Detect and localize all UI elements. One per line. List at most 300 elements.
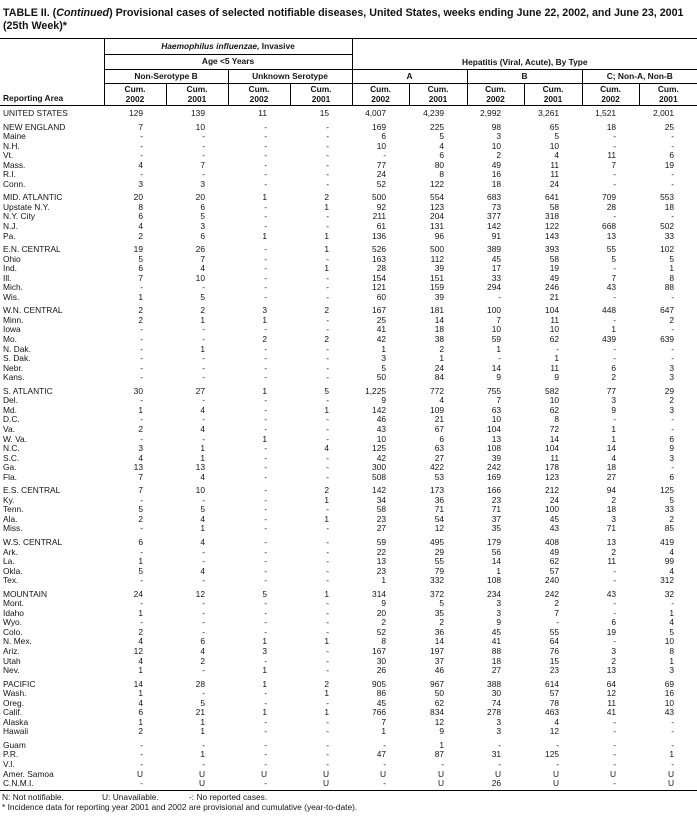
value-cell: - bbox=[202, 688, 205, 699]
value-cell: 73 bbox=[491, 201, 502, 212]
value-cell: - bbox=[613, 343, 617, 354]
reporting-area-cell: Upstate N.Y. bbox=[3, 201, 50, 212]
value-cell: 178 bbox=[545, 462, 560, 473]
table-row bbox=[0, 505, 697, 515]
value-cell: 2 bbox=[200, 655, 205, 666]
value-cell: - bbox=[613, 607, 617, 618]
value-cell: 28 bbox=[195, 678, 205, 689]
table-row bbox=[0, 482, 697, 496]
reporting-area-cell: Del. bbox=[3, 395, 18, 406]
value-cell: 1 bbox=[138, 291, 143, 302]
value-cell: 4 bbox=[138, 221, 143, 232]
value-cell: 37 bbox=[491, 513, 502, 524]
table-row bbox=[0, 302, 697, 316]
value-cell: 9 bbox=[496, 372, 502, 383]
value-cell: 1 bbox=[611, 324, 617, 335]
value-cell: 10 bbox=[491, 140, 502, 151]
table-row bbox=[0, 189, 697, 203]
value-cell: 112 bbox=[430, 253, 445, 264]
table-row bbox=[0, 264, 697, 274]
value-cell: 1 bbox=[324, 244, 330, 255]
value-cell: 7 bbox=[138, 485, 143, 496]
col-header-reporting-area: Reporting Area bbox=[0, 39, 104, 106]
table-row bbox=[0, 779, 697, 790]
value-cell: U bbox=[667, 768, 675, 779]
value-cell: 49 bbox=[491, 159, 502, 170]
value-cell: 136 bbox=[372, 230, 387, 241]
value-cell: U bbox=[198, 768, 205, 779]
reporting-area-cell: S. Dak. bbox=[3, 353, 31, 364]
value-cell: - bbox=[140, 739, 143, 750]
table-row bbox=[0, 750, 697, 760]
value-cell: 77 bbox=[376, 159, 387, 170]
value-cell: - bbox=[202, 575, 205, 586]
value-cell: 1 bbox=[262, 433, 267, 444]
reporting-area-cell: Utah bbox=[3, 655, 21, 666]
value-cell: - bbox=[326, 462, 330, 473]
value-cell: 7 bbox=[381, 716, 387, 727]
table-row bbox=[0, 770, 697, 780]
value-cell: 6 bbox=[138, 263, 143, 274]
value-cell: 4 bbox=[324, 443, 330, 454]
col-header-cum-2002: Cum. 2002 bbox=[582, 84, 639, 106]
value-cell: 3 bbox=[496, 716, 502, 727]
value-cell: 125 bbox=[545, 749, 560, 760]
value-cell: 58 bbox=[549, 201, 560, 212]
value-cell: 11 bbox=[550, 452, 560, 463]
reporting-area-cell: Md. bbox=[3, 404, 17, 415]
value-cell: 5 bbox=[200, 697, 205, 708]
reporting-area-cell: N.H. bbox=[3, 140, 20, 151]
value-cell: - bbox=[326, 169, 330, 180]
value-cell: - bbox=[671, 131, 675, 142]
value-cell: U bbox=[494, 768, 502, 779]
value-cell: 2 bbox=[669, 314, 675, 325]
value-cell: 104 bbox=[487, 423, 502, 434]
value-cell: 2,001 bbox=[653, 108, 675, 118]
value-cell: 47 bbox=[376, 749, 387, 760]
value-cell: 12 bbox=[434, 716, 445, 727]
table-row bbox=[0, 415, 697, 425]
value-cell: 26 bbox=[195, 244, 205, 255]
value-cell: 139 bbox=[191, 108, 205, 118]
value-cell: 582 bbox=[545, 385, 560, 396]
value-cell: - bbox=[613, 140, 617, 151]
value-cell: 62 bbox=[549, 556, 560, 567]
table-row bbox=[0, 180, 697, 190]
value-cell: 2 bbox=[669, 513, 675, 524]
table-row bbox=[0, 255, 697, 265]
value-cell: 9 bbox=[669, 443, 675, 454]
value-cell: 123 bbox=[545, 471, 560, 482]
value-cell: 18 bbox=[434, 324, 445, 335]
value-cell: 2 bbox=[496, 150, 502, 161]
value-cell: 23 bbox=[376, 565, 387, 576]
value-cell: - bbox=[202, 353, 205, 364]
value-cell: 181 bbox=[430, 305, 445, 316]
value-cell: - bbox=[671, 324, 675, 335]
value-cell: 1 bbox=[324, 588, 330, 599]
value-cell: 39 bbox=[434, 263, 445, 274]
value-cell: 63 bbox=[434, 443, 445, 454]
value-cell: 1 bbox=[381, 726, 387, 737]
table-row bbox=[0, 576, 697, 586]
value-cell: - bbox=[326, 749, 330, 760]
value-cell: 142 bbox=[487, 221, 502, 232]
value-cell: 50 bbox=[434, 688, 445, 699]
value-cell: - bbox=[671, 343, 675, 354]
value-cell: - bbox=[326, 546, 330, 557]
value-cell: 1 bbox=[200, 452, 205, 463]
value-cell: 11 bbox=[607, 556, 617, 567]
value-cell: - bbox=[671, 726, 675, 737]
legend-no-reported-cases: -: No reported cases. bbox=[189, 791, 268, 802]
reporting-area-cell: Alaska bbox=[3, 716, 29, 727]
value-cell: 33 bbox=[491, 272, 502, 283]
value-cell: 3 bbox=[669, 404, 675, 415]
value-cell: - bbox=[202, 140, 205, 151]
value-cell: 11 bbox=[607, 150, 617, 161]
value-cell: 30 bbox=[491, 688, 502, 699]
value-cell: 641 bbox=[545, 192, 560, 203]
value-cell: - bbox=[326, 150, 330, 161]
value-cell: 27 bbox=[376, 523, 387, 534]
value-cell: - bbox=[326, 423, 330, 434]
value-cell: 3 bbox=[611, 513, 617, 524]
value-cell: 94 bbox=[606, 485, 617, 496]
value-cell: 553 bbox=[660, 192, 675, 203]
value-cell: 20 bbox=[195, 192, 205, 203]
reporting-area-cell: Ohio bbox=[3, 253, 21, 264]
table-row bbox=[0, 454, 697, 464]
table-row bbox=[0, 737, 697, 751]
reporting-area-cell: Wis. bbox=[3, 291, 20, 302]
value-cell: 14 bbox=[434, 314, 445, 325]
value-cell: 14 bbox=[133, 678, 143, 689]
value-cell: - bbox=[264, 749, 267, 760]
value-cell: 154 bbox=[372, 272, 387, 283]
value-cell: 6 bbox=[611, 362, 617, 373]
value-cell: 1,225 bbox=[365, 385, 387, 396]
value-cell: 13 bbox=[376, 556, 387, 567]
value-cell: - bbox=[140, 362, 143, 373]
value-cell: 10 bbox=[376, 433, 387, 444]
value-cell: 614 bbox=[545, 678, 560, 689]
value-cell: 2,992 bbox=[480, 108, 502, 118]
value-cell: 500 bbox=[430, 244, 445, 255]
value-cell: 25 bbox=[664, 121, 675, 132]
value-cell: 6 bbox=[439, 150, 445, 161]
value-cell: - bbox=[498, 291, 502, 302]
value-cell: - bbox=[264, 395, 267, 406]
value-cell: 30 bbox=[376, 655, 387, 666]
value-cell: 3,261 bbox=[538, 108, 560, 118]
value-cell: 1 bbox=[669, 263, 675, 274]
col-group-age: Age <5 Years bbox=[104, 55, 352, 70]
value-cell: 36 bbox=[434, 494, 445, 505]
reporting-area-cell: R.I. bbox=[3, 169, 17, 180]
value-cell: - bbox=[671, 423, 675, 434]
value-cell: - bbox=[613, 636, 617, 647]
value-cell: 7 bbox=[138, 121, 143, 132]
value-cell: 3 bbox=[611, 395, 617, 406]
value-cell: 3 bbox=[496, 131, 502, 142]
table-row bbox=[0, 676, 697, 690]
table-legend bbox=[0, 791, 697, 802]
value-cell: 4 bbox=[200, 404, 205, 415]
value-cell: 19 bbox=[549, 263, 560, 274]
value-cell: 1 bbox=[200, 343, 205, 354]
value-cell: - bbox=[140, 575, 143, 586]
value-cell: 22 bbox=[376, 546, 387, 557]
value-cell: 6 bbox=[669, 471, 675, 482]
table-row bbox=[0, 119, 697, 133]
value-cell: - bbox=[326, 536, 330, 547]
value-cell: 314 bbox=[372, 588, 387, 599]
value-cell: 2 bbox=[262, 334, 267, 345]
value-cell: 61 bbox=[376, 221, 387, 232]
value-cell: 57 bbox=[549, 565, 560, 576]
value-cell: - bbox=[140, 395, 143, 406]
value-cell: - bbox=[326, 617, 330, 628]
value-cell: 6 bbox=[138, 211, 143, 222]
table-row bbox=[0, 373, 697, 383]
reporting-area-cell: Ky. bbox=[3, 494, 15, 505]
value-cell: 639 bbox=[660, 334, 675, 345]
value-cell: 2 bbox=[611, 372, 617, 383]
value-cell: 100 bbox=[545, 504, 560, 515]
value-cell: 64 bbox=[606, 678, 617, 689]
value-cell: 2 bbox=[324, 305, 330, 316]
value-cell: 4 bbox=[669, 565, 675, 576]
value-cell: 4 bbox=[200, 513, 205, 524]
reporting-area-cell: N. Mex. bbox=[3, 636, 32, 647]
value-cell: 167 bbox=[372, 645, 387, 656]
value-cell: 1 bbox=[200, 314, 205, 325]
value-cell: - bbox=[326, 395, 330, 406]
reporting-area-cell: Fla. bbox=[3, 471, 17, 482]
value-cell: 5 bbox=[138, 253, 143, 264]
table-row bbox=[0, 335, 697, 345]
value-cell: - bbox=[326, 159, 330, 170]
table-row bbox=[0, 524, 697, 534]
value-cell: 4,239 bbox=[423, 108, 445, 118]
reporting-area-cell: Ariz. bbox=[3, 645, 20, 656]
value-cell: - bbox=[264, 221, 267, 232]
value-cell: 7 bbox=[611, 159, 617, 170]
table-row bbox=[0, 274, 697, 284]
value-cell: - bbox=[140, 494, 143, 505]
value-cell: 6 bbox=[669, 433, 675, 444]
value-cell: - bbox=[264, 372, 267, 383]
value-cell: 52 bbox=[376, 178, 387, 189]
value-cell: 5 bbox=[200, 211, 205, 222]
value-cell: 45 bbox=[549, 513, 560, 524]
value-cell: 4 bbox=[138, 636, 143, 647]
value-cell: 30 bbox=[133, 385, 143, 396]
value-cell: 16 bbox=[491, 169, 502, 180]
value-cell: 125 bbox=[372, 443, 387, 454]
table-row bbox=[0, 628, 697, 638]
value-cell: - bbox=[383, 739, 387, 750]
value-cell: - bbox=[326, 645, 330, 656]
value-cell: 1 bbox=[324, 201, 330, 212]
value-cell: 4 bbox=[138, 697, 143, 708]
value-cell: - bbox=[613, 263, 617, 274]
value-cell: - bbox=[140, 353, 143, 364]
value-cell: 43 bbox=[376, 423, 387, 434]
value-cell: 4 bbox=[669, 617, 675, 628]
value-cell: - bbox=[202, 282, 205, 293]
value-cell: - bbox=[202, 324, 205, 335]
value-cell: - bbox=[140, 546, 143, 557]
value-cell: 20 bbox=[133, 192, 143, 203]
value-cell: - bbox=[326, 131, 330, 142]
value-cell: 422 bbox=[430, 462, 445, 473]
value-cell: - bbox=[264, 169, 267, 180]
value-cell: 33 bbox=[664, 230, 675, 241]
value-cell: 389 bbox=[487, 244, 502, 255]
table-row bbox=[0, 515, 697, 525]
value-cell: 3 bbox=[138, 178, 143, 189]
value-cell: - bbox=[264, 443, 267, 454]
value-cell: U bbox=[524, 779, 582, 790]
value-cell: - bbox=[326, 697, 330, 708]
value-cell: - bbox=[140, 372, 143, 383]
table-row bbox=[0, 316, 697, 326]
value-cell: 14 bbox=[434, 636, 445, 647]
col-header-cum-2001: Cum. 2001 bbox=[409, 84, 467, 106]
value-cell: - bbox=[264, 504, 267, 515]
value-cell: - bbox=[140, 433, 143, 444]
table-row bbox=[0, 142, 697, 152]
value-cell: 32 bbox=[664, 588, 675, 599]
value-cell: - bbox=[613, 291, 617, 302]
value-cell: - bbox=[202, 414, 205, 425]
value-cell: 1 bbox=[496, 343, 502, 354]
value-cell: 318 bbox=[545, 211, 560, 222]
value-cell: 8 bbox=[669, 272, 675, 283]
col-header-cum-2001: Cum. 2001 bbox=[290, 84, 352, 106]
value-cell: 225 bbox=[430, 121, 445, 132]
value-cell: 1 bbox=[138, 665, 143, 676]
value-cell: 49 bbox=[549, 272, 560, 283]
table-row bbox=[0, 534, 697, 548]
value-cell: 3 bbox=[669, 372, 675, 383]
value-cell: 11 bbox=[550, 169, 560, 180]
value-cell: - bbox=[613, 749, 617, 760]
value-cell: 1 bbox=[669, 749, 675, 760]
value-cell: 55 bbox=[549, 626, 560, 637]
value-cell: 1 bbox=[138, 716, 143, 727]
reporting-area-cell: Wyo. bbox=[3, 617, 23, 628]
value-cell: 37 bbox=[434, 655, 445, 666]
value-cell: 463 bbox=[545, 707, 560, 718]
value-cell: - bbox=[264, 471, 267, 482]
value-cell: - bbox=[264, 716, 267, 727]
table-row bbox=[0, 106, 697, 119]
value-cell: - bbox=[140, 140, 143, 151]
value-cell: 43 bbox=[606, 282, 617, 293]
value-cell: 159 bbox=[430, 282, 445, 293]
value-cell: 28 bbox=[376, 263, 387, 274]
reporting-area-cell: MID. ATLANTIC bbox=[3, 192, 63, 203]
value-cell: 9 bbox=[496, 617, 502, 628]
value-cell: 2 bbox=[439, 617, 445, 628]
value-cell: 24 bbox=[434, 362, 445, 373]
value-cell: 4 bbox=[200, 263, 205, 274]
col-group-haemophilus: Haemophilus influenzae, Invasive bbox=[104, 39, 352, 55]
value-cell: 6 bbox=[439, 433, 445, 444]
value-cell: 12 bbox=[549, 726, 560, 737]
value-cell: 967 bbox=[430, 678, 445, 689]
value-cell: - bbox=[202, 546, 205, 557]
value-cell: 123 bbox=[430, 201, 445, 212]
value-cell: 13 bbox=[606, 665, 617, 676]
reporting-area-cell: Ill. bbox=[3, 272, 12, 283]
reporting-area-cell: Conn. bbox=[3, 178, 26, 189]
reporting-area-cell: E.S. CENTRAL bbox=[3, 485, 61, 496]
value-cell: 1 bbox=[324, 707, 330, 718]
value-cell: - bbox=[326, 565, 330, 576]
value-cell: 23 bbox=[491, 494, 502, 505]
value-cell: 10 bbox=[549, 324, 560, 335]
value-cell: 10 bbox=[549, 395, 560, 406]
value-cell: 2 bbox=[611, 494, 617, 505]
value-cell: 19 bbox=[664, 159, 675, 170]
value-cell: - bbox=[326, 716, 330, 727]
value-cell: 2 bbox=[324, 485, 330, 496]
value-cell: 2 bbox=[138, 314, 143, 325]
value-cell: 2 bbox=[324, 192, 330, 203]
value-cell: 8 bbox=[138, 201, 143, 212]
value-cell: 78 bbox=[549, 697, 560, 708]
value-cell: - bbox=[264, 353, 267, 364]
value-cell: 104 bbox=[545, 443, 560, 454]
reporting-area-cell: Calif. bbox=[3, 707, 23, 718]
value-cell: - bbox=[140, 169, 143, 180]
value-cell: - bbox=[326, 353, 330, 364]
value-cell: 24 bbox=[549, 178, 560, 189]
value-cell: 495 bbox=[430, 536, 445, 547]
value-cell: 74 bbox=[491, 697, 502, 708]
reporting-area-cell: Oreg. bbox=[3, 697, 24, 708]
value-cell: 9 bbox=[381, 395, 387, 406]
value-cell: 2 bbox=[138, 513, 143, 524]
reporting-area-cell: V.I. bbox=[3, 759, 15, 769]
value-cell: 5 bbox=[669, 626, 675, 637]
reporting-area-cell: S. ATLANTIC bbox=[3, 385, 53, 396]
value-cell: - bbox=[582, 779, 639, 790]
value-cell: 1 bbox=[262, 636, 267, 647]
value-cell: 62 bbox=[549, 334, 560, 345]
value-cell: - bbox=[326, 253, 330, 264]
value-cell: - bbox=[140, 150, 143, 161]
value-cell: - bbox=[613, 131, 617, 142]
value-cell: 5 bbox=[200, 504, 205, 515]
value-cell: - bbox=[671, 178, 675, 189]
value-cell: - bbox=[326, 314, 330, 325]
value-cell: U bbox=[166, 779, 228, 790]
value-cell: 300 bbox=[372, 462, 387, 473]
value-cell: 1 bbox=[669, 655, 675, 666]
col-header-cum-2002: Cum. 2002 bbox=[228, 84, 290, 106]
value-cell: - bbox=[613, 759, 617, 769]
reporting-area-cell: Mich. bbox=[3, 282, 24, 293]
value-cell: - bbox=[326, 626, 330, 637]
value-cell: 85 bbox=[664, 523, 675, 534]
value-cell: 69 bbox=[664, 678, 675, 689]
